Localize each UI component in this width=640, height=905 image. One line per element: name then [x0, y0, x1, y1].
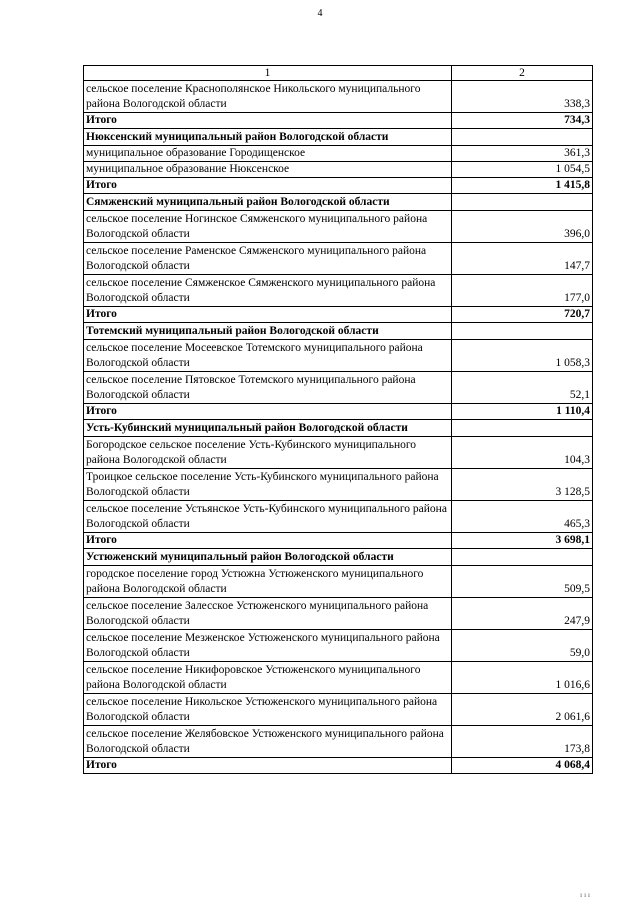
settlement-name: сельское поселение Никифоровское Устюженского муниципального района Вологодской области — [84, 662, 452, 694]
total-value: 3 698,1 — [452, 533, 593, 549]
total-value: 4 068,4 — [452, 758, 593, 774]
table-row — [84, 501, 593, 533]
total-value: 720,7 — [452, 307, 593, 323]
table-row — [84, 469, 593, 501]
settlement-name: сельское поселение Никольское Устюженского муниципального района Вологодской области — [84, 694, 452, 726]
table-row — [84, 243, 593, 275]
column-header-1: 1 — [84, 66, 452, 81]
district-heading-row — [84, 323, 593, 340]
table-row — [84, 211, 593, 243]
table-row — [84, 437, 593, 469]
total-row — [84, 533, 593, 549]
table-header-row — [84, 66, 593, 81]
amount-value: 1 016,6 — [452, 662, 593, 694]
settlement-name: сельское поселение Краснополянское Никольского муниципального района Вологодской области — [84, 81, 452, 113]
amount-value: 3 128,5 — [452, 469, 593, 501]
table-row — [84, 694, 593, 726]
amount-value: 104,3 — [452, 437, 593, 469]
district-heading-row — [84, 194, 593, 211]
district-name: Нюксенский муниципальный район Вологодской области — [84, 129, 452, 146]
district-name: Сямженский муниципальный район Вологодской области — [84, 194, 452, 211]
district-name: Тотемский муниципальный район Вологодской области — [84, 323, 452, 340]
district-heading-row — [84, 129, 593, 146]
table-row — [84, 630, 593, 662]
district-heading-row — [84, 420, 593, 437]
amount-value: 361,3 — [452, 146, 593, 162]
footer-mark: ııı — [580, 891, 592, 899]
table-row — [84, 340, 593, 372]
settlement-name: городское поселение город Устюжна Устюженского муниципального района Вологодской области — [84, 566, 452, 598]
total-label: Итого — [84, 404, 452, 420]
total-label: Итого — [84, 758, 452, 774]
amount-value: 59,0 — [452, 630, 593, 662]
settlement-name: сельское поселение Раменское Сямженского муниципального района Вологодской области — [84, 243, 452, 275]
settlement-name: сельское поселение Пятовское Тотемского муниципального района Вологодской области — [84, 372, 452, 404]
amount-value: 465,3 — [452, 501, 593, 533]
amount-value — [452, 420, 593, 437]
amount-value: 52,1 — [452, 372, 593, 404]
table-row — [84, 566, 593, 598]
settlement-name: сельское поселение Залесское Устюженского муниципального района Вологодской области — [84, 598, 452, 630]
settlement-name: сельское поселение Устьянское Усть-Кубинского муниципального района Вологодской области — [84, 501, 452, 533]
total-value: 1 415,8 — [452, 178, 593, 194]
amount-value: 177,0 — [452, 275, 593, 307]
district-name: Усть-Кубинский муниципальный район Вологодской области — [84, 420, 452, 437]
total-value: 1 110,4 — [452, 404, 593, 420]
table-row — [84, 81, 593, 113]
settlement-name: муниципальное образование Городищенское — [84, 146, 452, 162]
amount-value: 147,7 — [452, 243, 593, 275]
total-row — [84, 307, 593, 323]
total-row — [84, 178, 593, 194]
amount-value: 247,9 — [452, 598, 593, 630]
total-label: Итого — [84, 307, 452, 323]
amount-value: 173,8 — [452, 726, 593, 758]
settlement-name: сельское поселение Ногинское Сямженского муниципального района Вологодской области — [84, 211, 452, 243]
total-row — [84, 758, 593, 774]
total-label: Итого — [84, 533, 452, 549]
amount-value: 1 058,3 — [452, 340, 593, 372]
settlement-name: сельское поселение Желябовское Устюженского муниципального района Вологодской области — [84, 726, 452, 758]
page-number: 4 — [317, 8, 323, 19]
settlement-name: Богородское сельское поселение Усть-Кубинского муниципального района Вологодской области — [84, 437, 452, 469]
table-row — [84, 162, 593, 178]
district-name: Устюженский муниципальный район Вологодской области — [84, 549, 452, 566]
table-row — [84, 146, 593, 162]
amount-value: 396,0 — [452, 211, 593, 243]
table-row — [84, 662, 593, 694]
table-row — [84, 598, 593, 630]
amount-value: 2 061,6 — [452, 694, 593, 726]
allocation-table — [83, 65, 593, 774]
total-label: Итого — [84, 178, 452, 194]
amount-value: 338,3 — [452, 81, 593, 113]
table-row — [84, 726, 593, 758]
settlement-name: сельское поселение Сямженское Сямженского муниципального района Вологодской области — [84, 275, 452, 307]
column-header-2: 2 — [452, 66, 593, 81]
amount-value — [452, 194, 593, 211]
amount-value: 509,5 — [452, 566, 593, 598]
amount-value — [452, 323, 593, 340]
table-row — [84, 275, 593, 307]
settlement-name: сельское поселение Мосеевское Тотемского муниципального района Вологодской области — [84, 340, 452, 372]
district-heading-row — [84, 549, 593, 566]
total-row — [84, 404, 593, 420]
settlement-name: муниципальное образование Нюксенское — [84, 162, 452, 178]
amount-value — [452, 129, 593, 146]
settlement-name: сельское поселение Мезженское Устюженского муниципального района Вологодской области — [84, 630, 452, 662]
total-row — [84, 113, 593, 129]
settlement-name: Троицкое сельское поселение Усть-Кубинского муниципального района Вологодской области — [84, 469, 452, 501]
total-label: Итого — [84, 113, 452, 129]
total-value: 734,3 — [452, 113, 593, 129]
table-row — [84, 372, 593, 404]
amount-value: 1 054,5 — [452, 162, 593, 178]
amount-value — [452, 549, 593, 566]
